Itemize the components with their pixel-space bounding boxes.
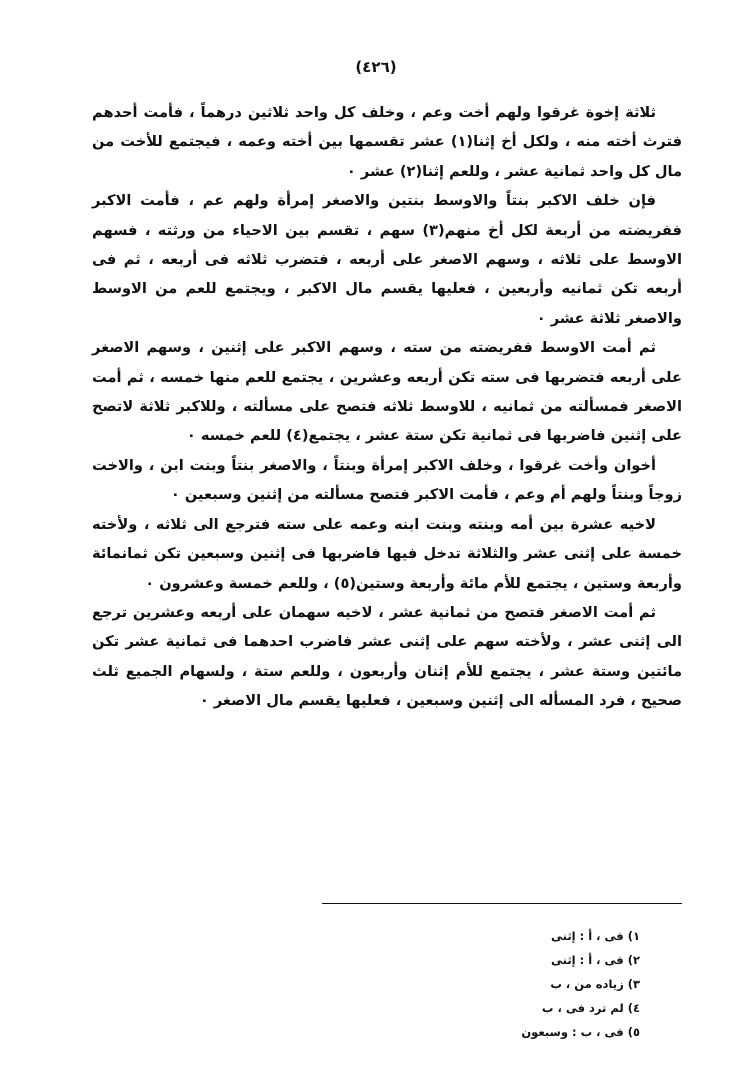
main-text — [92, 98, 682, 716]
paragraph-5: لاخيه عشرة بين أمه وبنته وبنت ابنه وعمه على سته فترجع الى ثلاثه ، ولأخته خمسة على إثنى عشر والثلاثة تدخل فيها فاضربها فى إثنين وسبعين تكن ثمانمائة وأربعة وستين ، يجتمع للأم مائة وأربعة وستين(٥) ، وللعم خمسة وعشرون ٠ — [92, 515, 682, 592]
footnote-3: ٣) زياده من ، ب — [550, 977, 640, 991]
paragraph-6: ثم أمت الاصغر فتصح من ثمانية عشر ، لاخيه سهمان على أربعه وعشرين ترجع الى إثنى عشر ، ولأخته سهم على إثنى عشر فاضرب احدهما فى ثمانية عشر تكن مائتين وستة عشر ، يجتمع للأم إثنان وأربعون ، وللعم ستة ، ولسهام الجميع ثلث صحيح ، فرد المسأله الى إثنين وسبعين ، فعليها يقسم مال الاصغر ٠ — [92, 603, 682, 710]
page-number: (٤٢٦) — [355, 58, 397, 76]
paragraph-2: فإن خلف الاكبر بنتاً والاوسط بنتين والاصغر إمرأة ولهم عم ، فأمت الاكبر ففريضته من أربعة لكل أخ منهم(٣) سهم ، تقسم بين الاحياء من ورثته ، فسهم الاوسط على ثلاثه ، وسهم الاصغر على أربعه ، فتضرب ثلاثه فى أربعه ، ثم فى أربعه تكن ثمانيه وأربعين ، فعليها يقسم مال الاكبر ، ويجتمع للعم من الاوسط والاصغر ثلاثة عشر ٠ — [92, 192, 682, 327]
footnote-5: ٥) فى ، ب : وسبعون — [521, 1025, 640, 1039]
footnote-4: ٤) لم ترد فى ، ب — [541, 1001, 640, 1015]
footnote-divider — [322, 903, 682, 904]
paragraph-3: ثم أمت الاوسط ففريضته من سته ، وسهم الاكبر على إثنين ، وسهم الاصغر على أربعه فتضربها فى سته تكن أربعه وعشرين ، يجتمع للعم منها خمسه ، ثم أمت الاصغر فمسألته من ثمانيه ، للاوسط ثلاثه فتصح على مسألته ، وللاكبر ثلاثة لاتصح على إثنين فاضربها فى ثمانية تكن ستة عشر ، يجتمع(٤) للعم خمسه ٠ — [92, 339, 682, 445]
footnote-1: ١) فى ، أ : إثنى — [551, 929, 640, 943]
footnotes — [300, 924, 640, 1044]
paragraph-1: ثلاثة إخوة غرقوا ولهم أخت وعم ، وخلف كل واحد ثلاثين درهماً ، فأمت أحدهم فترث أخته منه ، ولكل أخ إثنا(١) عشر تقسمها بين أخته وعمه ، فيجتمع للأخت من مال كل واحد ثمانية عشر ، وللعم إثنا(٢) عشر ٠ — [92, 104, 682, 180]
footnote-2: ٢) فى ، أ : إثنى — [551, 953, 640, 967]
paragraph-4: أخوان وأخت غرقوا ، وخلف الاكبر إمرأة وبنتاً ، والاصغر بنتاً وبنت ابن ، والاخت زوجاً وبنتاً ولهم أم وعم ، فأمت الاكبر فتصح مسألته من إثنين وسبعين ٠ — [92, 456, 682, 504]
